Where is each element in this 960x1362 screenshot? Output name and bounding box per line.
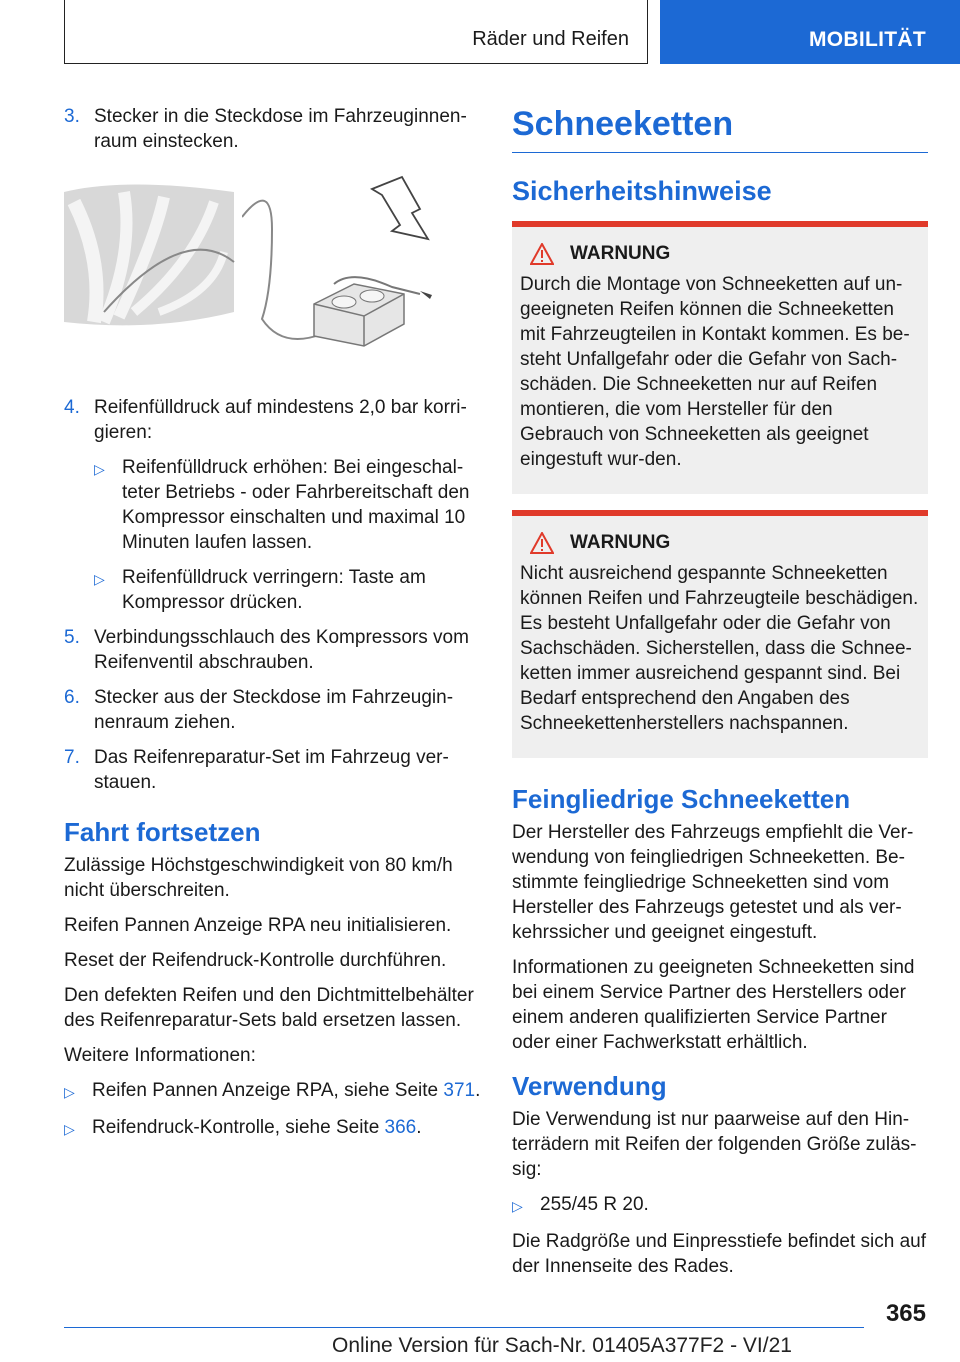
- reference-text: Reifen Pannen Anzeige RPA, siehe Seite: [92, 1080, 444, 1101]
- paragraph: Die Verwendung ist nur paarweise auf den Hin-terrädern mit Reifen der folgenden Größe zuläs-sig:: [512, 1109, 917, 1180]
- title-rule: [512, 152, 928, 153]
- reference-item: ▷ Reifen Pannen Anzeige RPA, siehe Seite 371.: [64, 1078, 482, 1105]
- page-link-371[interactable]: 371: [443, 1080, 476, 1101]
- step-number: 3.: [64, 106, 80, 127]
- sub-item: [94, 455, 482, 555]
- warning-triangle-icon: [530, 532, 554, 554]
- section-title-fahrt-fortsetzen: Fahrt fortsetzen: [64, 817, 261, 847]
- triangle-bullet-icon: ▷: [94, 571, 105, 587]
- step-number: 5.: [64, 627, 80, 648]
- step-number: 7.: [64, 747, 80, 768]
- sub-item: [94, 565, 482, 615]
- subtitle: Sicherheitshinweise: [512, 176, 772, 206]
- header-box: [64, 0, 648, 64]
- paragraph: Der Hersteller des Fahrzeugs empfiehlt die Ver-wendung von feingliedrigen Schneeketten. Be-stimmte feingliedrige Schneeketten sind vom Hersteller des Fahrzeugs getestet und als ver-kehrssicher und geeignet eingestuft.: [512, 822, 914, 943]
- warning-text: Nicht ausreichend gespannte Schneeketten können Reifen und Fahrzeugteile beschädigen. Es besteht Unfallgefahr oder die Gefahr von Sachschäden. Sicherstellen, dass die Schnee-ketten immer ausreichend gespannt sind. Bei Bedarf entsprechend den Angaben des Schneekettenherstellers nachspannen.: [520, 563, 919, 734]
- step-text: Verbindungsschlauch des Kompressors vom Reifenventil abschrauben.: [94, 627, 469, 673]
- step-text: Das Reifenreparatur-Set im Fahrzeug ver-stauen.: [94, 747, 449, 793]
- warning-title: [520, 241, 920, 266]
- sub-item-text: Reifenfülldruck verringern: Taste am Kompressor drücken.: [122, 567, 426, 613]
- step-6: [64, 685, 482, 735]
- step-4-sublist: [94, 455, 482, 615]
- reference-item: ▷ Reifendruck-Kontrolle, siehe Seite 366.: [64, 1115, 482, 1142]
- warning-title: [520, 530, 920, 555]
- warning-label: WARNUNG: [570, 243, 671, 264]
- header-tab-label: MOBILITÄT: [808, 28, 926, 51]
- paragraph: Reset der Reifendruck-Kontrolle durchführen.: [64, 950, 447, 971]
- section-title-feingliedrige: Feingliedrige Schneeketten: [512, 784, 851, 814]
- header-section-title: Räder und Reifen: [472, 28, 629, 50]
- left-column: [64, 104, 482, 1152]
- triangle-bullet-icon: ▷: [512, 1198, 523, 1214]
- step-text: Reifenfülldruck auf mindestens 2,0 bar korri-gieren:: [94, 397, 467, 443]
- compressor-illustration: [64, 182, 242, 372]
- page-link-366[interactable]: 366: [384, 1117, 417, 1138]
- section-title-verwendung: Verwendung: [512, 1071, 667, 1101]
- paragraph: Den defekten Reifen und den Dichtmittelbehälter des Reifenreparatur-Sets bald ersetzen lassen.: [64, 985, 474, 1031]
- hose-and-arrow: [242, 169, 482, 359]
- triangle-bullet-icon: ▷: [94, 461, 105, 477]
- step-4: [64, 395, 482, 445]
- warning-box: [512, 510, 928, 758]
- step-5: [64, 625, 482, 675]
- reference-text: Reifendruck-Kontrolle, siehe Seite: [92, 1117, 385, 1138]
- warning-label: WARNUNG: [570, 532, 671, 553]
- step-text: Stecker aus der Steckdose im Fahrzeugin-nenraum ziehen.: [94, 687, 454, 733]
- triangle-bullet-icon: ▷: [64, 1084, 75, 1100]
- step-text: Stecker in die Steckdose im Fahrzeuginnen-raum einstecken.: [94, 106, 467, 152]
- list-item: [512, 1192, 928, 1219]
- step-7: [64, 745, 482, 795]
- footer-text: Online Version für Sach-Nr. 01405A377F2 - VI/21: [332, 1334, 792, 1357]
- warning-triangle-icon: [530, 243, 554, 265]
- sub-item-text: Reifenfülldruck erhöhen: Bei eingeschal-teter Betriebs - oder Fahrbereitschaft den Kompressor einschalten und maximal 10 Minuten laufen lassen.: [122, 457, 470, 553]
- step-3: [64, 104, 482, 154]
- triangle-bullet-icon: ▷: [64, 1121, 75, 1137]
- right-column: [512, 104, 928, 1289]
- warning-box: [512, 221, 928, 494]
- chapter-title: Schneeketten: [512, 105, 734, 143]
- paragraph: Zulässige Höchstgeschwindigkeit von 80 km/h nicht überschreiten.: [64, 855, 453, 901]
- warning-text: Durch die Montage von Schneeketten auf un-geeigneten Reifen können die Schneeketten mit Fahrzeugteilen in Kontakt kommen. Es be-steht Unfallgefahr oder die Gefahr von Sach-schäden. Die Schneeketten nur auf Reifen montieren, die vom Hersteller für den Gebrauch von Schneeketten als geeignet eingestuft wur-den.: [520, 274, 910, 470]
- list-item-text: 255/45 R 20.: [540, 1194, 649, 1215]
- paragraph: Weitere Informationen:: [64, 1045, 256, 1066]
- paragraph: Informationen zu geeigneten Schneeketten sind bei einem Service Partner des Herstellers oder einem anderen qualifizierten Service Partner oder einer Fachwerkstatt erhältlich.: [512, 957, 915, 1053]
- page-number: 365: [885, 1300, 926, 1327]
- step-number: 4.: [64, 397, 80, 418]
- header-tab[interactable]: [660, 0, 960, 64]
- footer-rule: [64, 1327, 864, 1328]
- paragraph: Die Radgröße und Einpresstiefe befindet sich auf der Innenseite des Rades.: [512, 1231, 927, 1277]
- step-number: 6.: [64, 687, 80, 708]
- paragraph: Reifen Pannen Anzeige RPA neu initialisieren.: [64, 915, 452, 936]
